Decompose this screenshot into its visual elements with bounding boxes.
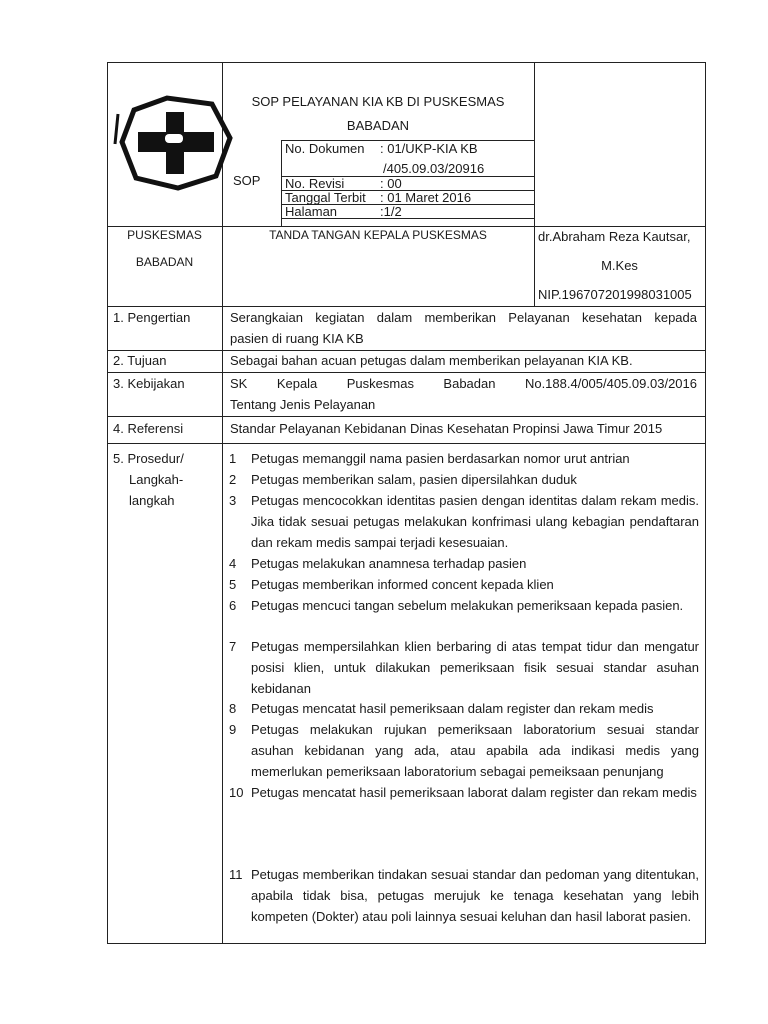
halaman-value: :1/2	[380, 204, 402, 219]
table-border	[107, 350, 706, 351]
table-border	[107, 443, 706, 444]
table-border	[107, 416, 706, 417]
no-revisi-label: No. Revisi	[285, 176, 345, 191]
kebijakan-text: SK Kepala Puskesmas Babadan No.188.4/005/405.09.03/2016	[230, 376, 697, 391]
step-text: Petugas mencatat hasil pemeriksaan laborat dalam register dan rekam medis	[251, 785, 697, 800]
no-dokumen-label: No. Dokumen	[285, 141, 365, 156]
pengertian-text: Serangkaian kegiatan dalam memberikan Pelayanan kesehatan kepada	[230, 310, 697, 325]
no-dokumen-value-line2: /405.09.03/20916	[383, 161, 485, 176]
table-border-right	[705, 62, 706, 944]
tanggal-terbit-label: Tanggal Terbit	[285, 190, 366, 205]
step-number: 4	[229, 556, 237, 571]
step-number: 7	[229, 639, 237, 654]
step-number: 5	[229, 577, 237, 592]
section-label-prosedur: 5. Prosedur/	[113, 451, 184, 466]
org-name: PUSKESMAS	[127, 228, 202, 242]
section-label-tujuan: 2. Tujuan	[113, 353, 167, 368]
no-revisi-value: : 00	[380, 176, 402, 191]
step-number: 8	[229, 701, 237, 716]
head-title: M.Kes	[601, 258, 638, 273]
sop-label: SOP	[233, 173, 261, 188]
step-text: Petugas memberikan tindakan sesuai standar dan pedoman yang ditentukan, apabila tidak bisa, petugas merujuk ke tenaga kesehatan yang lebih kompeten (Dokter) atau poli lainnya sesuai keluhan dan hasil laborat pasien.	[251, 867, 699, 924]
signature-label: TANDA TANGAN KEPALA PUSKESMAS	[269, 228, 487, 242]
step-text: Petugas mencocokkan identitas pasien dengan identitas dalam rekam medis. Jika tidak sesuai petugas melakukan konfrimasi ulang kebagian pendaftaran dan rekam medis sampai terjadi kesesuaian.	[251, 493, 699, 550]
step-number: 1	[229, 451, 237, 466]
tanggal-terbit-value: : 01 Maret 2016	[380, 190, 472, 205]
step-text: Petugas memanggil nama pasien berdasarkan nomor urut antrian	[251, 451, 630, 466]
puskesmas-logo-icon	[112, 92, 236, 192]
step-number: 10	[229, 785, 244, 800]
step-number: 9	[229, 722, 237, 737]
table-border	[107, 226, 706, 227]
step-text: Petugas melakukan anamnesa terhadap pasien	[251, 556, 527, 571]
step-text: Petugas mencuci tangan sebelum melakukan pemeriksaan kepada pasien.	[251, 598, 684, 613]
table-border	[281, 140, 282, 226]
halaman-label: Halaman	[285, 204, 338, 219]
kebijakan-text-line2: Tentang Jenis Pelayanan	[230, 397, 376, 412]
section-label-kebijakan: 3. Kebijakan	[113, 376, 185, 391]
step-number: 11	[229, 867, 243, 882]
document-title-line2: BABADAN	[346, 118, 410, 133]
pengertian-text-line2: pasien di ruang KIA KB	[230, 331, 364, 346]
section-label-prosedur-line3: langkah	[129, 493, 175, 508]
table-border-left	[107, 62, 108, 944]
document-title: SOP PELAYANAN KIA KB DI PUSKESMAS	[251, 94, 505, 109]
step-text: Petugas memberikan salam, pasien dipersilahkan duduk	[251, 472, 577, 487]
no-dokumen-value: : 01/UKP-KIA KB	[380, 141, 478, 156]
step-number: 2	[229, 472, 237, 487]
step-text: Petugas mempersilahkan klien berbaring di atas tempat tidur dan mengatur posisi klien, untuk dilakukan pemeriksaan fisik sesuai standar asuhan kebidanan	[251, 639, 699, 696]
step-number: 6	[229, 598, 237, 613]
step-text: Petugas mencatat hasil pemeriksaan dalam register dan rekam medis	[251, 701, 654, 716]
step-number: 3	[229, 493, 237, 508]
table-border	[222, 62, 223, 944]
section-label-prosedur-line2: Langkah-	[129, 472, 184, 487]
step-text: Petugas memberikan informed concent kepada klien	[251, 577, 554, 592]
table-border-bottom	[107, 943, 706, 944]
section-label-referensi: 4. Referensi	[113, 421, 184, 436]
head-nip: NIP.196707201998031005	[538, 287, 692, 302]
tujuan-text: Sebagai bahan acuan petugas dalam memberikan pelayanan KIA KB.	[230, 353, 633, 368]
referensi-text: Standar Pelayanan Kebidanan Dinas Kesehatan Propinsi Jawa Timur 2015	[230, 421, 663, 436]
section-label-pengertian: 1. Pengertian	[113, 310, 191, 325]
step-text: Petugas melakukan rujukan pemeriksaan laboratorium sesuai standar asuhan kebidanan yang ada, atau apabila ada indikasi medis yang memerlukan pemeriksaan laboratorium sebagai pemeiksaan penunjang	[251, 722, 699, 779]
table-border-top	[107, 62, 706, 63]
head-name: dr.Abraham Reza Kautsar,	[538, 229, 691, 244]
org-name-line2: BABADAN	[135, 255, 194, 269]
